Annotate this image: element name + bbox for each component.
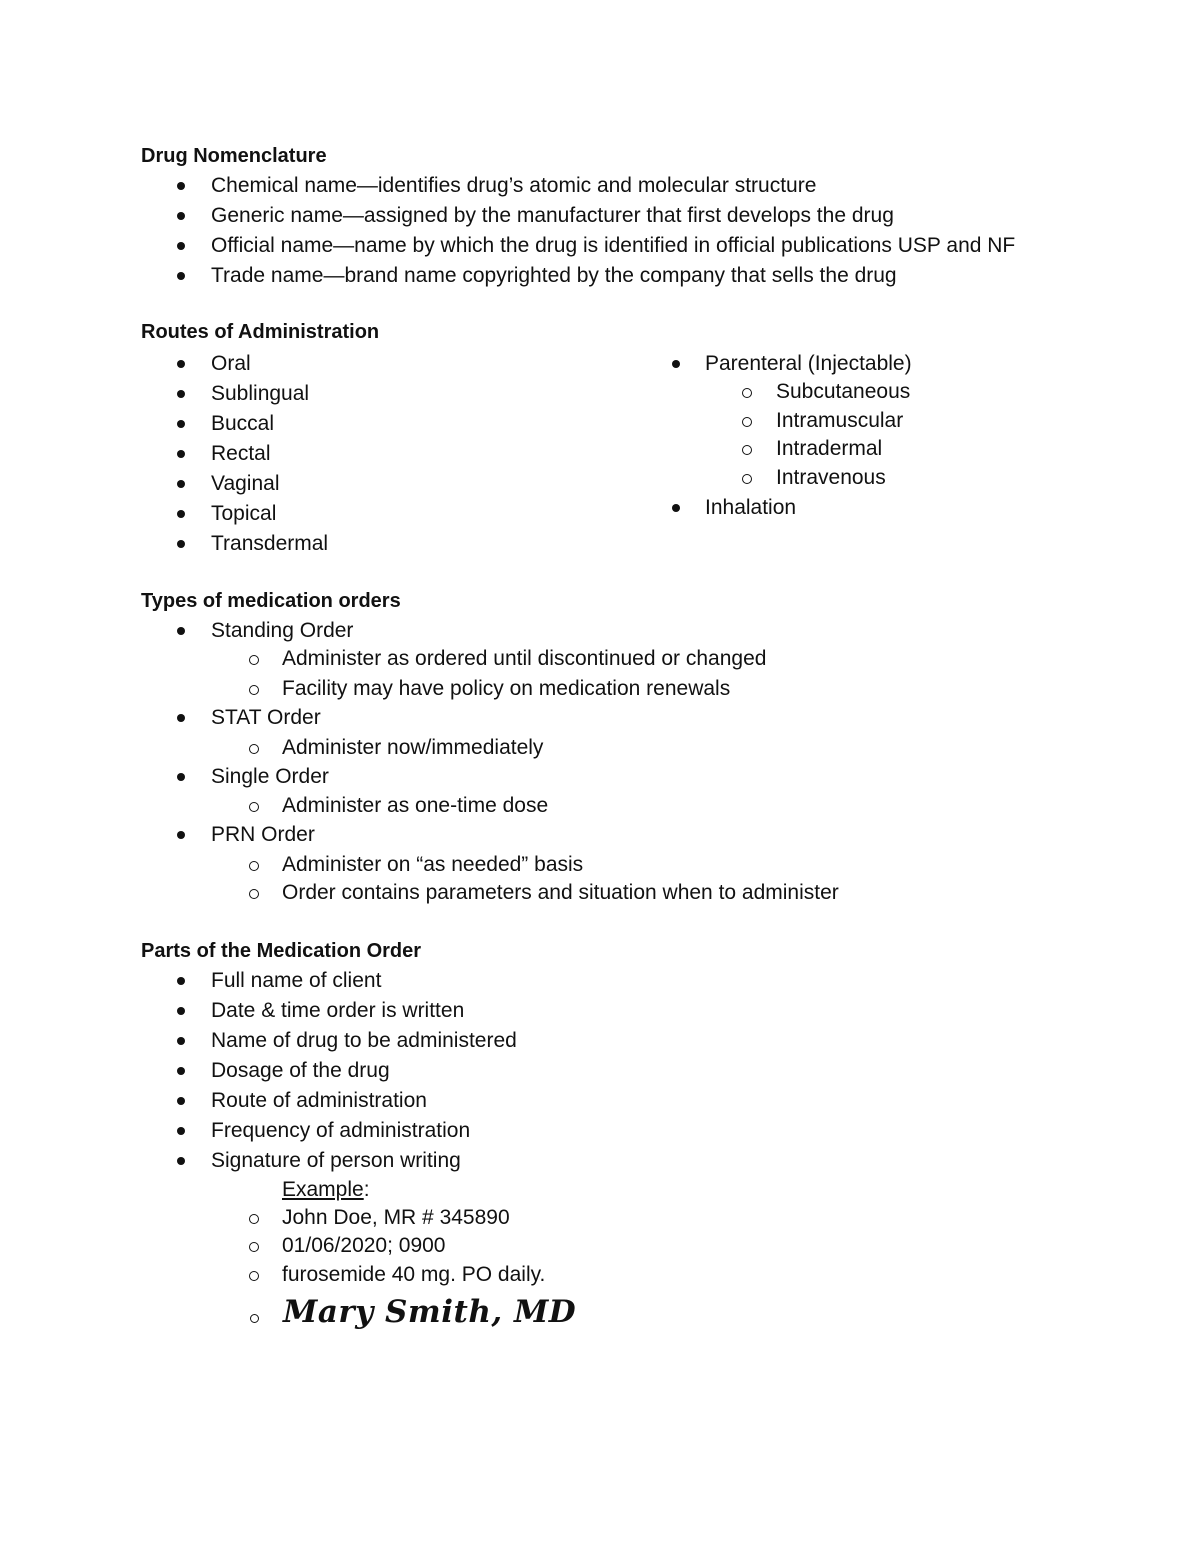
bullet-icon (177, 360, 185, 368)
list-item: Official name—name by which the drug is identified in official publications USP and NF (211, 234, 1016, 257)
bullet-icon (177, 510, 185, 518)
bullet-icon (177, 977, 185, 985)
order-detail-item: Administer on “as needed” basis (282, 853, 584, 876)
bullet-icon (177, 480, 185, 488)
bullet-icon (177, 1037, 185, 1045)
list-item: Generic name—assigned by the manufacturer that first develops the drug (211, 204, 894, 227)
bullet-icon (672, 504, 680, 512)
order-detail-item: Order contains parameters and situation when to administer (282, 881, 839, 904)
route-item-inhalation: Inhalation (705, 496, 797, 519)
route-item: Transdermal (211, 532, 329, 555)
order-type-item: STAT Order (211, 706, 321, 729)
sub-bullet-icon (742, 388, 752, 398)
order-part-item: Date & time order is written (211, 999, 465, 1022)
example-item: 01/06/2020; 0900 (282, 1234, 446, 1257)
example-item: furosemide 40 mg. PO daily. (282, 1263, 546, 1286)
bullet-icon (177, 627, 185, 635)
order-detail-item: Administer as one-time dose (282, 794, 549, 817)
section-heading-nomenclature: Drug Nomenclature (141, 145, 327, 167)
sub-bullet-icon (249, 685, 259, 695)
bullet-icon (177, 1067, 185, 1075)
section-heading-order-parts: Parts of the Medication Order (141, 940, 422, 962)
sub-route-item: Intramuscular (776, 409, 904, 432)
bullet-icon (177, 1097, 185, 1105)
example-item: John Doe, MR # 345890 (282, 1206, 510, 1229)
bullet-icon (177, 831, 185, 839)
bullet-icon (177, 1007, 185, 1015)
order-part-item: Frequency of administration (211, 1119, 471, 1142)
bullet-icon (177, 1127, 185, 1135)
bullet-icon (177, 242, 185, 250)
example-label-colon: : (363, 1178, 370, 1201)
bullet-icon (177, 182, 185, 190)
bullet-icon (177, 540, 185, 548)
route-item: Vaginal (211, 472, 280, 495)
bullet-icon (672, 360, 680, 368)
order-part-item: Full name of client (211, 969, 382, 992)
order-detail-item: Administer now/immediately (282, 736, 544, 759)
order-part-item: Name of drug to be administered (211, 1029, 517, 1052)
route-item: Sublingual (211, 382, 310, 405)
sub-bullet-icon (249, 889, 259, 899)
route-item: Oral (211, 352, 251, 375)
bullet-icon (177, 212, 185, 220)
section-heading-routes: Routes of Administration (141, 321, 380, 343)
sub-bullet-icon (249, 802, 259, 812)
example-label (282, 1177, 370, 1203)
bullet-icon (177, 390, 185, 398)
sub-route-item: Subcutaneous (776, 380, 911, 403)
sub-bullet-icon (249, 744, 259, 754)
section-heading-order-types: Types of medication orders (141, 590, 401, 612)
order-detail-item: Facility may have policy on medication renewals (282, 677, 731, 700)
bullet-icon (177, 272, 185, 280)
route-item: Rectal (211, 442, 271, 465)
order-detail-item: Administer as ordered until discontinued or changed (282, 647, 767, 670)
order-type-item: Standing Order (211, 619, 354, 642)
bullet-icon (177, 773, 185, 781)
list-item: Trade name—brand name copyrighted by the company that sells the drug (211, 264, 897, 287)
sub-bullet-icon (249, 655, 259, 665)
order-part-item: Route of administration (211, 1089, 427, 1112)
route-item: Topical (211, 502, 277, 525)
sub-bullet-icon (249, 1242, 259, 1252)
bullet-icon (177, 450, 185, 458)
order-part-item: Dosage of the drug (211, 1059, 390, 1082)
bullet-icon (177, 714, 185, 722)
bullet-icon (177, 1157, 185, 1165)
route-item: Buccal (211, 412, 275, 435)
bullet-icon (177, 420, 185, 428)
sub-bullet-icon (249, 1271, 259, 1281)
sub-bullet-icon (742, 417, 752, 427)
order-type-item: PRN Order (211, 823, 315, 846)
route-item-parenteral: Parenteral (Injectable) (705, 352, 912, 375)
sub-bullet-icon (742, 445, 752, 455)
order-type-item: Single Order (211, 765, 329, 788)
sub-bullet-icon (742, 474, 752, 484)
sub-bullet-icon (250, 1314, 259, 1323)
sub-route-item: Intravenous (776, 466, 886, 489)
example-label-text: Example (282, 1178, 364, 1201)
sub-route-item: Intradermal (776, 437, 883, 460)
sub-bullet-icon (249, 861, 259, 871)
order-part-item: Signature of person writing (211, 1149, 461, 1172)
signature: Mary Smith, MD (283, 1294, 577, 1330)
list-item: Chemical name—identifies drug’s atomic and molecular structure (211, 174, 817, 197)
sub-bullet-icon (249, 1214, 259, 1224)
